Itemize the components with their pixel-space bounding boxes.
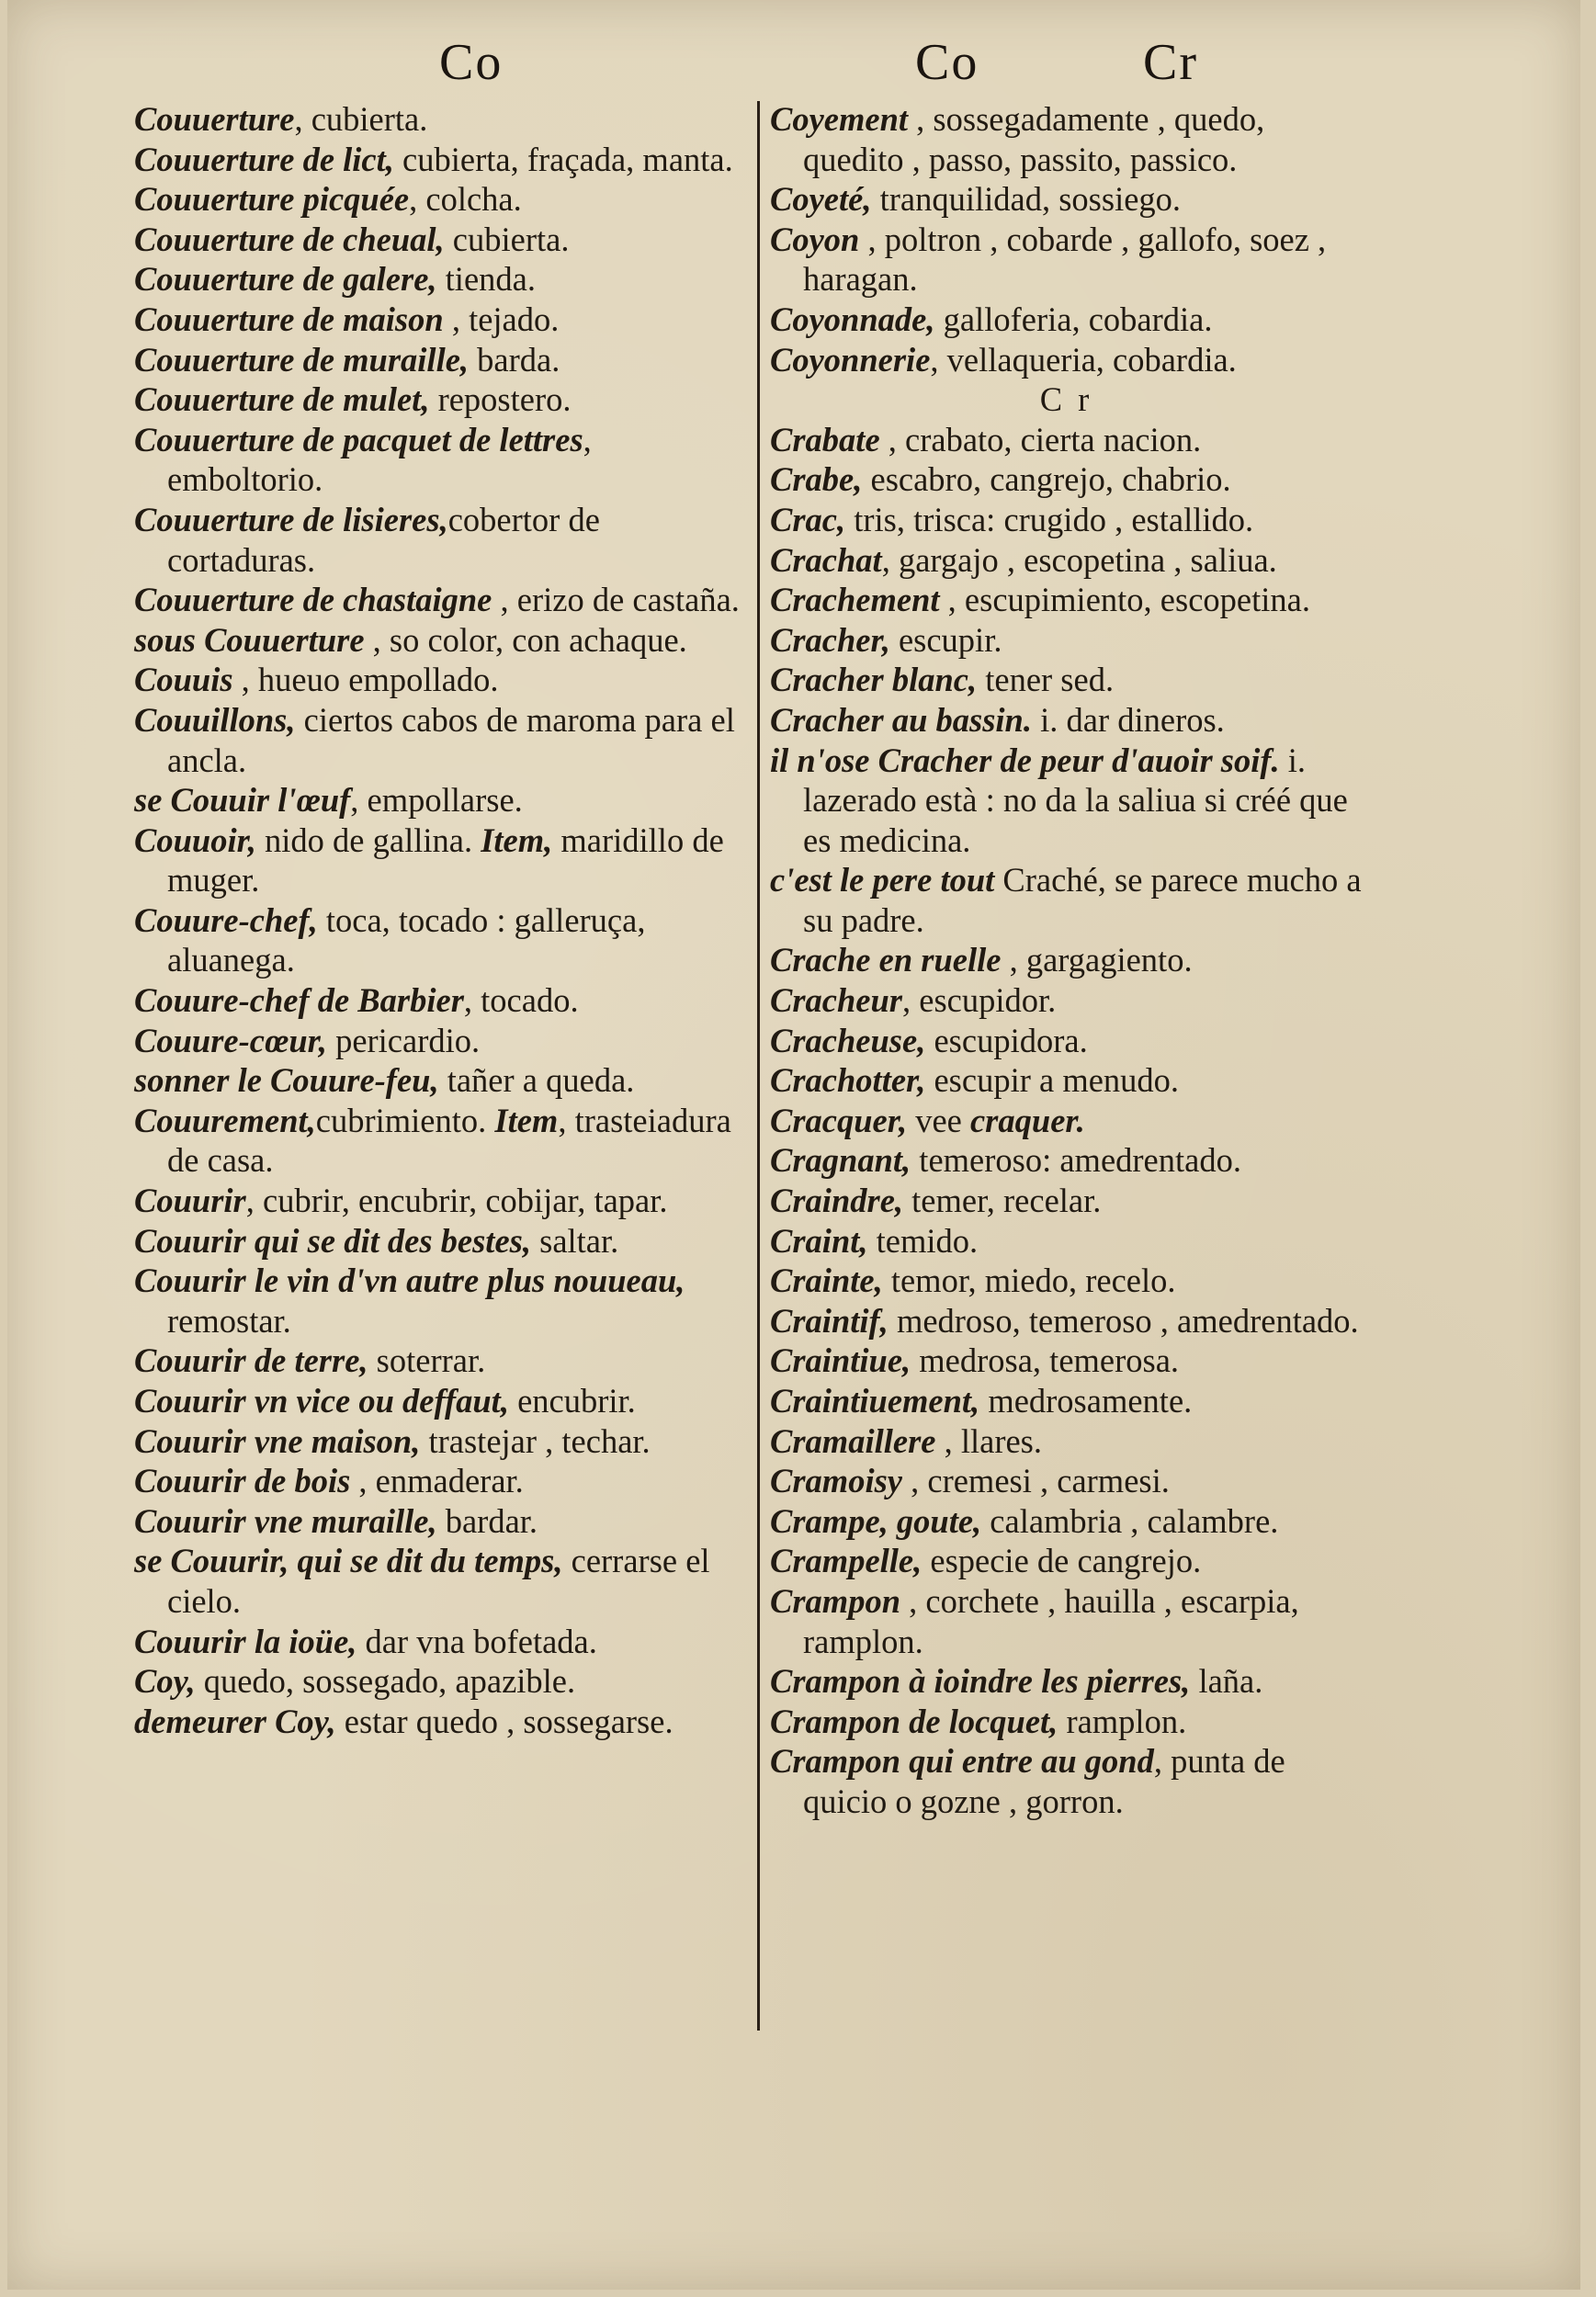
entry-headword: Craintiuement, <box>770 1382 980 1420</box>
entry-headword: Coyonnade, <box>770 300 935 338</box>
dictionary-entry <box>770 620 1363 661</box>
entry-gloss: medrosamente. <box>979 1382 1193 1420</box>
entry-headword: Craint, <box>770 1221 868 1260</box>
entry-headword: Cramoisy <box>770 1462 902 1500</box>
entry-headword: Craindre, <box>770 1182 904 1220</box>
entry-headword: Coyeté, <box>770 180 872 219</box>
entry-gloss: , cubrir, encubrir, cobijar, tapar. <box>245 1182 668 1220</box>
entry-headword: Coyonnerie <box>770 340 931 379</box>
entry-gloss: soterrar. <box>368 1341 486 1380</box>
dictionary-entry <box>770 300 1363 340</box>
entry-headword: Cracquer, <box>770 1101 908 1139</box>
dictionary-entry <box>134 1541 741 1621</box>
dictionary-entry <box>770 940 1363 980</box>
entry-headword: Couurement, <box>134 1101 316 1139</box>
entry-gloss: toca, tocado : galleruça, aluanega. <box>167 900 646 979</box>
dictionary-entry <box>134 1341 741 1381</box>
entry-headword: Crampon à ioindre les pierres, <box>770 1662 1191 1701</box>
right-running-head-cr: Cr <box>1143 34 1198 91</box>
dictionary-entry <box>134 1501 741 1542</box>
entry-headword: Couure-chef de Barbier <box>134 981 464 1020</box>
left-column <box>134 99 741 1741</box>
entry-headword: Couuoir, <box>134 820 256 859</box>
dictionary-entry <box>770 1421 1363 1462</box>
entry-gloss: , llares. <box>935 1421 1043 1460</box>
dictionary-entry <box>134 660 741 700</box>
dictionary-entry <box>770 420 1363 460</box>
entry-headword: Couurir qui se dit des bestes, <box>134 1221 531 1260</box>
entry-headword: Crampon de locquet, <box>770 1702 1058 1740</box>
entry-gloss: temor, miedo, recelo. <box>882 1262 1176 1300</box>
dictionary-entry <box>770 500 1363 540</box>
dictionary-entry <box>134 500 741 580</box>
entry-gloss: trastejar , techar. <box>420 1421 651 1460</box>
entry-gloss: tener sed. <box>977 661 1115 699</box>
entry-headword: Crac, <box>770 500 846 538</box>
entry-gloss: tranquilidad, sossiego. <box>871 180 1182 219</box>
entry-gloss: maridillo de muger. <box>167 820 724 900</box>
entry-gloss: especie de cangrejo. <box>922 1542 1202 1580</box>
dictionary-entry <box>770 580 1363 620</box>
dictionary-entry <box>134 1221 741 1262</box>
entry-gloss: escupir. <box>889 620 1002 659</box>
entry-headword: Couuerture picquée <box>134 180 410 219</box>
entry-gloss: ciertos cabos de maroma para el ancla. <box>167 700 735 779</box>
entry-headword: demeurer Coy, <box>134 1702 336 1740</box>
entry-gloss: , empollarse. <box>350 781 523 820</box>
entry-gloss: pericardio. <box>326 1021 481 1059</box>
entry-gloss: , enmaderar. <box>350 1462 524 1500</box>
dictionary-entry <box>770 980 1363 1021</box>
section-subheading: C r <box>1039 380 1093 419</box>
entry-gloss: , hueuo empollado. <box>232 661 499 699</box>
entry-gloss: ramplon. <box>1058 1702 1187 1740</box>
entry-headword: Crampon qui entre au gond <box>770 1742 1154 1781</box>
entry-headword: Couuerture de mulet, <box>134 380 430 419</box>
entry-gloss: escabro, cangrejo, chabrio. <box>862 460 1231 499</box>
entry-gloss: quedo, sossegado, apazible. <box>195 1662 576 1701</box>
entry-gloss: vee <box>907 1101 962 1139</box>
dictionary-entry <box>770 1021 1363 1061</box>
dictionary-entry <box>770 1581 1363 1661</box>
dictionary-entry <box>134 1421 741 1462</box>
entry-headword: Couuerture de muraille, <box>134 340 470 379</box>
entry-headword: Crampelle, <box>770 1542 923 1580</box>
entry-headword: Cracher, <box>770 620 890 659</box>
entry-gloss: , gargajo , escopetina , saliua. <box>881 540 1277 579</box>
entry-gloss: nido de gallina. <box>255 820 473 859</box>
entry-headword: Cramaillere <box>770 1421 936 1460</box>
dictionary-entry <box>770 741 1363 861</box>
dictionary-entry <box>134 1702 741 1742</box>
dictionary-entry <box>134 1661 741 1702</box>
entry-headword: Cracheur <box>770 981 903 1020</box>
dictionary-entry <box>770 540 1363 581</box>
entry-gloss: , so color, con achaque. <box>364 620 687 659</box>
entry-italic: craquer. <box>961 1101 1085 1139</box>
entry-headword: Couuerture de cheual, <box>134 220 445 258</box>
entry-gloss: , punta de quicio o gozne , gorron. <box>803 1742 1285 1820</box>
entry-gloss: Craché, se parece mucho a su padre. <box>803 861 1362 939</box>
dictionary-entry <box>770 860 1363 940</box>
dictionary-entry <box>770 220 1363 300</box>
entry-italic: Item, <box>472 820 553 859</box>
left-running-head: Co <box>439 34 504 91</box>
entry-headword: Cragnant, <box>770 1141 911 1180</box>
entry-gloss: escupir a menudo. <box>925 1061 1180 1100</box>
entry-headword: Couuerture de maison <box>134 300 444 338</box>
entry-gloss: , sossegadamente , quedo, quedito , passo, passito, passico. <box>803 100 1265 178</box>
entry-headword: Couurir la ioüe, <box>134 1622 357 1660</box>
entry-gloss: cubrimiento. <box>315 1101 487 1139</box>
entry-headword: Couuerture de chastaigne <box>134 581 492 619</box>
entry-gloss: estar quedo , sossegarse. <box>335 1702 673 1740</box>
entry-headword: Crabe, <box>770 460 863 499</box>
dictionary-entry <box>134 780 741 820</box>
entry-headword: sonner le Couure-feu, <box>134 1061 439 1100</box>
entry-headword: Crachotter, <box>770 1061 926 1100</box>
entry-gloss: calambria , calambre. <box>981 1501 1279 1540</box>
entry-headword: Crachement <box>770 581 940 619</box>
entry-gloss: , erizo de castaña. <box>492 581 740 619</box>
entry-gloss: , crabato, cierta nacion. <box>879 420 1202 458</box>
dictionary-entry <box>134 620 741 661</box>
dictionary-entry <box>770 1140 1363 1181</box>
dictionary-entry <box>770 700 1363 741</box>
entry-headword: Crabate <box>770 420 880 458</box>
dictionary-entry <box>134 900 741 980</box>
dictionary-entry <box>134 580 741 620</box>
dictionary-entry <box>134 1101 741 1181</box>
dictionary-entry <box>134 140 741 180</box>
dictionary-entry <box>134 300 741 340</box>
dictionary-entry <box>770 1501 1363 1542</box>
entry-gloss: , tocado. <box>463 981 579 1020</box>
entry-gloss: cobertor de cortaduras. <box>167 500 600 579</box>
entry-gloss: remostar. <box>167 1301 291 1340</box>
entry-gloss: , cremesi , carmesi. <box>902 1462 1170 1500</box>
entry-headword: sous Couuerture <box>134 620 365 659</box>
entry-gloss: medroso, temeroso , amedrentado. <box>888 1301 1359 1340</box>
entry-gloss: cubierta. <box>444 220 570 258</box>
dictionary-entry <box>770 1261 1363 1301</box>
dictionary-entry <box>770 1101 1363 1141</box>
entry-headword: Couure-chef, <box>134 900 318 939</box>
entry-gloss: , tejado. <box>443 300 560 338</box>
dictionary-entry <box>770 1341 1363 1381</box>
entry-headword: se Couurir, qui se dit du temps, <box>134 1542 563 1580</box>
dictionary-entry <box>770 1702 1363 1742</box>
dictionary-entry <box>134 420 741 500</box>
entry-headword: il n'ose Cracher de peur d'auoir soif. <box>770 741 1280 779</box>
entry-gloss: , poltron , cobarde , gallofo, soez , haragan. <box>803 220 1327 299</box>
entry-headword: Couuerture de galere, <box>134 260 437 299</box>
dictionary-entry <box>770 340 1363 380</box>
entry-gloss: , cubierta. <box>294 100 428 138</box>
dictionary-entry <box>134 1021 741 1061</box>
dictionary-entry <box>134 1181 741 1221</box>
entry-gloss: temeroso: amedrentado. <box>911 1141 1241 1180</box>
entry-gloss: dar vna bofetada. <box>357 1622 597 1660</box>
dictionary-entry <box>770 1381 1363 1421</box>
entry-headword: c'est le pere tout <box>770 861 995 900</box>
entry-headword: se Couuir l'œuf <box>134 781 351 820</box>
dictionary-entry <box>134 1461 741 1501</box>
dictionary-entry <box>770 1060 1363 1101</box>
entry-italic: Item <box>486 1101 559 1139</box>
entry-headword: Cracher au bassin. <box>770 700 1032 739</box>
entry-headword: Crampon <box>770 1581 900 1620</box>
right-running-head-co: Co <box>915 34 979 91</box>
entry-headword: Couurir de terre, <box>134 1341 368 1380</box>
entry-headword: Craintif, <box>770 1301 889 1340</box>
entry-headword: Couurir vn vice ou deffaut, <box>134 1382 509 1420</box>
entry-headword: Couurir vne muraille, <box>134 1501 437 1540</box>
dictionary-entry <box>770 1301 1363 1341</box>
entry-headword: Crachat <box>770 540 882 579</box>
entry-headword: Couurir le vin d'vn autre plus nouueau, <box>134 1262 685 1300</box>
entry-headword: Crainte, <box>770 1262 883 1300</box>
dictionary-entry <box>770 1181 1363 1221</box>
entry-headword: Couuerture <box>134 100 295 138</box>
entry-gloss: galloferia, cobardia. <box>934 300 1213 338</box>
dictionary-entry <box>134 220 741 260</box>
entry-gloss: escupidora. <box>925 1021 1088 1059</box>
entry-headword: Couurir vne maison, <box>134 1421 421 1460</box>
entry-headword: Crache en ruelle <box>770 941 1002 979</box>
dictionary-entry <box>134 1622 741 1662</box>
dictionary-entry <box>770 1541 1363 1581</box>
dictionary-entry <box>770 459 1363 500</box>
entry-gloss: cerrarse el cielo. <box>167 1542 710 1620</box>
entry-gloss: , vellaqueria, cobardia. <box>930 340 1237 379</box>
entry-headword: Couurir de bois <box>134 1462 351 1500</box>
entry-gloss: i. lazerado està : no da la saliua si créé que es medicina. <box>803 741 1348 859</box>
dictionary-entry <box>770 1741 1363 1821</box>
entry-gloss: temido. <box>867 1221 979 1260</box>
dictionary-entry <box>134 820 741 900</box>
entry-headword: Couuillons, <box>134 700 296 739</box>
entry-gloss: repostero. <box>429 380 572 419</box>
right-column <box>770 99 1363 1822</box>
dictionary-entry <box>770 1461 1363 1501</box>
dictionary-page <box>7 0 1580 2290</box>
dictionary-entry <box>134 1261 741 1341</box>
dictionary-entry <box>134 179 741 220</box>
dictionary-entry <box>134 340 741 380</box>
dictionary-entry <box>134 379 741 420</box>
entry-headword: Craintiue, <box>770 1341 911 1380</box>
dictionary-entry <box>134 1381 741 1421</box>
entry-gloss: bardar. <box>436 1501 538 1540</box>
entry-headword: Cracher blanc, <box>770 661 978 699</box>
entry-gloss: tañer a queda. <box>438 1061 635 1100</box>
entry-gloss: , emboltorio. <box>167 420 592 499</box>
dictionary-entry <box>770 179 1363 220</box>
entry-headword: Coyement <box>770 100 909 138</box>
entry-gloss: , trasteiadura de casa. <box>167 1101 731 1180</box>
entry-gloss: cubierta, fraçada, manta. <box>393 140 733 178</box>
entry-gloss: tienda. <box>436 260 536 299</box>
dictionary-entry <box>134 99 741 140</box>
entry-gloss: , gargagiento. <box>1001 941 1193 979</box>
dictionary-entry <box>134 1060 741 1101</box>
dictionary-entry <box>134 700 741 780</box>
entry-gloss: saltar. <box>530 1221 619 1260</box>
dictionary-entry <box>770 660 1363 700</box>
dictionary-entry <box>134 259 741 300</box>
entry-gloss: encubrir. <box>508 1382 636 1420</box>
entry-headword: Coy, <box>134 1662 196 1701</box>
dictionary-entry <box>134 980 741 1021</box>
entry-gloss: , escupidor. <box>902 981 1057 1020</box>
entry-gloss: i. dar dineros. <box>1031 700 1225 739</box>
entry-gloss: , corchete , hauilla , escarpia, ramplon. <box>803 1581 1299 1660</box>
entry-headword: Couuerture de lict, <box>134 140 394 178</box>
entry-headword: Couuerture de lisieres, <box>134 500 448 538</box>
dictionary-entry <box>770 1661 1363 1702</box>
dictionary-entry <box>770 1221 1363 1262</box>
entry-gloss: , escupimiento, escopetina. <box>939 581 1310 619</box>
entry-gloss: laña. <box>1190 1662 1263 1701</box>
entry-headword: Couure-cœur, <box>134 1021 327 1059</box>
entry-gloss: medrosa, temerosa. <box>911 1341 1180 1380</box>
entry-headword: Couurir <box>134 1182 246 1220</box>
dictionary-entry <box>770 99 1363 179</box>
entry-headword: Couuerture de pacquet de lettres <box>134 420 583 458</box>
entry-gloss: temer, recelar. <box>903 1182 1102 1220</box>
entry-headword: Coyon <box>770 220 860 258</box>
entry-headword: Couuis <box>134 661 233 699</box>
entry-gloss: , colcha. <box>409 180 522 219</box>
entry-headword: Cracheuse, <box>770 1021 926 1059</box>
entry-headword: Crampe, goute, <box>770 1501 982 1540</box>
entry-gloss: barda. <box>469 340 560 379</box>
column-divider <box>757 101 760 2031</box>
entry-gloss: tris, trisca: crugido , estallido. <box>845 500 1254 538</box>
